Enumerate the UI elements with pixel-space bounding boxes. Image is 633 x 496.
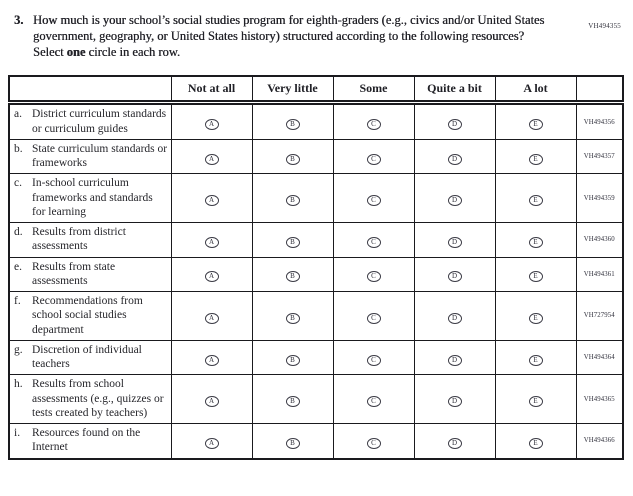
option-cell-very-little (252, 139, 333, 174)
row-letter: a. (14, 108, 22, 121)
option-circle-b[interactable]: B (286, 271, 300, 282)
option-circle-e[interactable]: E (529, 154, 543, 165)
option-cell-not-at-all (171, 340, 252, 375)
row-code: VH494357 (583, 153, 615, 160)
option-cell-very-little (252, 103, 333, 140)
option-circle-d[interactable]: D (448, 313, 462, 324)
row-label-cell (9, 424, 171, 459)
header-a-lot: A lot (495, 76, 576, 103)
row-letter: i. (14, 427, 21, 439)
table-row (9, 223, 623, 258)
row-letter: e. (14, 260, 22, 273)
option-circle-d[interactable]: D (448, 396, 462, 407)
option-cell-a-lot (495, 340, 576, 375)
option-cell-quite-a-bit (414, 223, 495, 258)
option-circle-e[interactable]: E (529, 355, 543, 366)
option-cell-some (333, 103, 414, 140)
row-code-cell (576, 424, 623, 459)
option-circle-c[interactable]: C (367, 237, 381, 248)
header-empty-label-cell (9, 76, 171, 103)
option-circle-e[interactable]: E (529, 195, 543, 206)
option-cell-not-at-all (171, 375, 252, 424)
option-cell-some (333, 375, 414, 424)
option-circle-d[interactable]: D (448, 271, 462, 282)
option-circle-e[interactable]: E (529, 237, 543, 248)
option-cell-not-at-all (171, 223, 252, 258)
option-circle-c[interactable]: C (367, 154, 381, 165)
option-cell-quite-a-bit (414, 139, 495, 174)
option-circle-a[interactable]: A (205, 396, 219, 407)
row-code: VH494360 (583, 236, 615, 244)
row-code-cell (576, 375, 623, 424)
question-number: 3. (14, 13, 24, 27)
option-circle-c[interactable]: C (367, 313, 381, 324)
option-circle-e[interactable]: E (529, 438, 543, 449)
option-circle-a[interactable]: A (205, 438, 219, 449)
option-circle-b[interactable]: B (286, 313, 300, 324)
option-cell-a-lot (495, 375, 576, 424)
table-row (9, 340, 623, 375)
question-bold-word: one (66, 44, 86, 59)
option-circle-c[interactable]: C (367, 195, 381, 206)
questionnaire-page (0, 13, 633, 460)
option-cell-some (333, 223, 414, 258)
row-label-cell (9, 257, 171, 292)
option-circle-d[interactable]: D (448, 154, 462, 165)
table-row (9, 139, 623, 174)
row-code-cell (576, 174, 623, 223)
option-cell-very-little (252, 375, 333, 424)
option-cell-not-at-all (171, 103, 252, 140)
row-letter: g. (14, 343, 23, 356)
row-label-cell (9, 223, 171, 258)
option-cell-quite-a-bit (414, 375, 495, 424)
question-text-after: circle in each row. (85, 44, 181, 59)
option-cell-very-little (252, 257, 333, 292)
option-circle-c[interactable]: C (367, 438, 381, 449)
table-row (9, 375, 623, 424)
option-cell-not-at-all (171, 424, 252, 459)
question-stem (14, 13, 573, 60)
row-label: Recommendations from school social studies department (32, 295, 143, 336)
option-circle-b[interactable]: B (286, 154, 300, 165)
option-circle-a[interactable]: A (205, 154, 219, 165)
row-code-cell (576, 103, 623, 140)
row-code: VH494361 (583, 270, 615, 278)
row-code-cell (576, 257, 623, 292)
option-cell-quite-a-bit (414, 292, 495, 341)
option-circle-a[interactable]: A (205, 313, 219, 324)
option-cell-some (333, 174, 414, 223)
row-label: Discretion of individual teachers (32, 343, 142, 370)
row-code-cell (576, 340, 623, 375)
option-circle-d[interactable]: D (448, 195, 462, 206)
row-label: Results from district assessments (32, 226, 126, 253)
option-circle-d[interactable]: D (448, 438, 462, 449)
row-label: Resources found on the Internet (32, 427, 141, 454)
option-circle-a[interactable]: A (205, 271, 219, 282)
row-label: State curriculum standards or frameworks (32, 142, 168, 169)
row-label: In-school curriculum frameworks and standards for learning (32, 177, 153, 218)
option-circle-b[interactable]: B (286, 237, 300, 248)
option-circle-d[interactable]: D (448, 237, 462, 248)
option-cell-very-little (252, 223, 333, 258)
row-code: VH494356 (583, 118, 615, 126)
option-circle-a[interactable]: A (205, 355, 219, 366)
option-cell-some (333, 340, 414, 375)
option-cell-a-lot (495, 139, 576, 174)
option-cell-a-lot (495, 103, 576, 140)
row-code-cell (576, 139, 623, 174)
option-cell-very-little (252, 424, 333, 459)
option-cell-a-lot (495, 292, 576, 341)
option-circle-b[interactable]: B (286, 438, 300, 449)
option-circle-c[interactable]: C (367, 119, 381, 130)
page-code: VH494355 (588, 22, 621, 30)
row-label: Results from state assessments (32, 260, 116, 287)
option-cell-some (333, 139, 414, 174)
row-code: VH494359 (583, 194, 615, 202)
option-circle-b[interactable]: B (286, 119, 300, 130)
option-circle-b[interactable]: B (286, 396, 300, 407)
row-code-cell (576, 223, 623, 258)
row-label-cell (9, 139, 171, 174)
row-label-cell (9, 292, 171, 341)
option-cell-quite-a-bit (414, 340, 495, 375)
header-quite-a-bit: Quite a bit (414, 76, 495, 103)
option-cell-a-lot (495, 257, 576, 292)
option-circle-b[interactable]: B (286, 195, 300, 206)
option-cell-not-at-all (171, 292, 252, 341)
row-label: Results from school assessments (e.g., quizzes or tests created by teachers) (32, 378, 164, 419)
row-code-cell (576, 292, 623, 341)
row-label: District curriculum standards or curriculum guides (32, 108, 167, 135)
option-cell-quite-a-bit (414, 103, 495, 140)
resource-matrix-table (8, 75, 624, 459)
option-cell-not-at-all (171, 139, 252, 174)
option-cell-quite-a-bit (414, 174, 495, 223)
option-circle-b[interactable]: B (286, 355, 300, 366)
table-row (9, 424, 623, 459)
option-circle-e[interactable]: E (529, 396, 543, 407)
header-not-at-all: Not at all (171, 76, 252, 103)
option-circle-c[interactable]: C (367, 271, 381, 282)
option-cell-a-lot (495, 223, 576, 258)
option-circle-e[interactable]: E (529, 271, 543, 282)
row-letter: b. (14, 142, 23, 155)
option-circle-a[interactable]: A (205, 237, 219, 248)
header-very-little: Very little (252, 76, 333, 103)
row-code: VH494365 (583, 395, 615, 403)
row-letter: d. (14, 226, 23, 238)
row-label-cell (9, 103, 171, 140)
option-circle-e[interactable]: E (529, 119, 543, 130)
option-cell-not-at-all (171, 257, 252, 292)
option-cell-very-little (252, 292, 333, 341)
table-row (9, 292, 623, 341)
row-label-cell (9, 375, 171, 424)
option-circle-c[interactable]: C (367, 396, 381, 407)
option-circle-e[interactable]: E (529, 313, 543, 324)
option-circle-d[interactable]: D (448, 355, 462, 366)
row-code: VH494366 (583, 437, 615, 445)
question-text (33, 13, 545, 60)
option-cell-quite-a-bit (414, 424, 495, 459)
option-circle-c[interactable]: C (367, 355, 381, 366)
option-cell-very-little (252, 174, 333, 223)
table-row (9, 103, 623, 140)
option-cell-some (333, 424, 414, 459)
option-cell-some (333, 292, 414, 341)
header-empty-code-cell (576, 76, 623, 103)
row-code: VH494364 (583, 354, 615, 361)
table-row (9, 174, 623, 223)
option-circle-a[interactable]: A (205, 195, 219, 206)
row-letter: c. (14, 177, 22, 190)
question-text-before: How much is your school’s social studies program for eighth-graders (e.g., civics and/or United States government, geography, or United States history) structured according to the following resources? Select (33, 13, 545, 59)
header-some: Some (333, 76, 414, 103)
option-cell-some (333, 257, 414, 292)
option-cell-quite-a-bit (414, 257, 495, 292)
row-label-cell (9, 174, 171, 223)
option-cell-a-lot (495, 424, 576, 459)
row-label-cell (9, 340, 171, 375)
option-cell-a-lot (495, 174, 576, 223)
option-cell-not-at-all (171, 174, 252, 223)
row-code: VH727954 (583, 312, 615, 320)
resource-table-body (9, 103, 623, 459)
row-letter: f. (14, 295, 21, 307)
option-circle-d[interactable]: D (448, 119, 462, 130)
row-letter: h. (14, 378, 23, 391)
table-row (9, 257, 623, 292)
option-cell-very-little (252, 340, 333, 375)
option-circle-a[interactable]: A (205, 119, 219, 130)
header-row (9, 76, 623, 103)
